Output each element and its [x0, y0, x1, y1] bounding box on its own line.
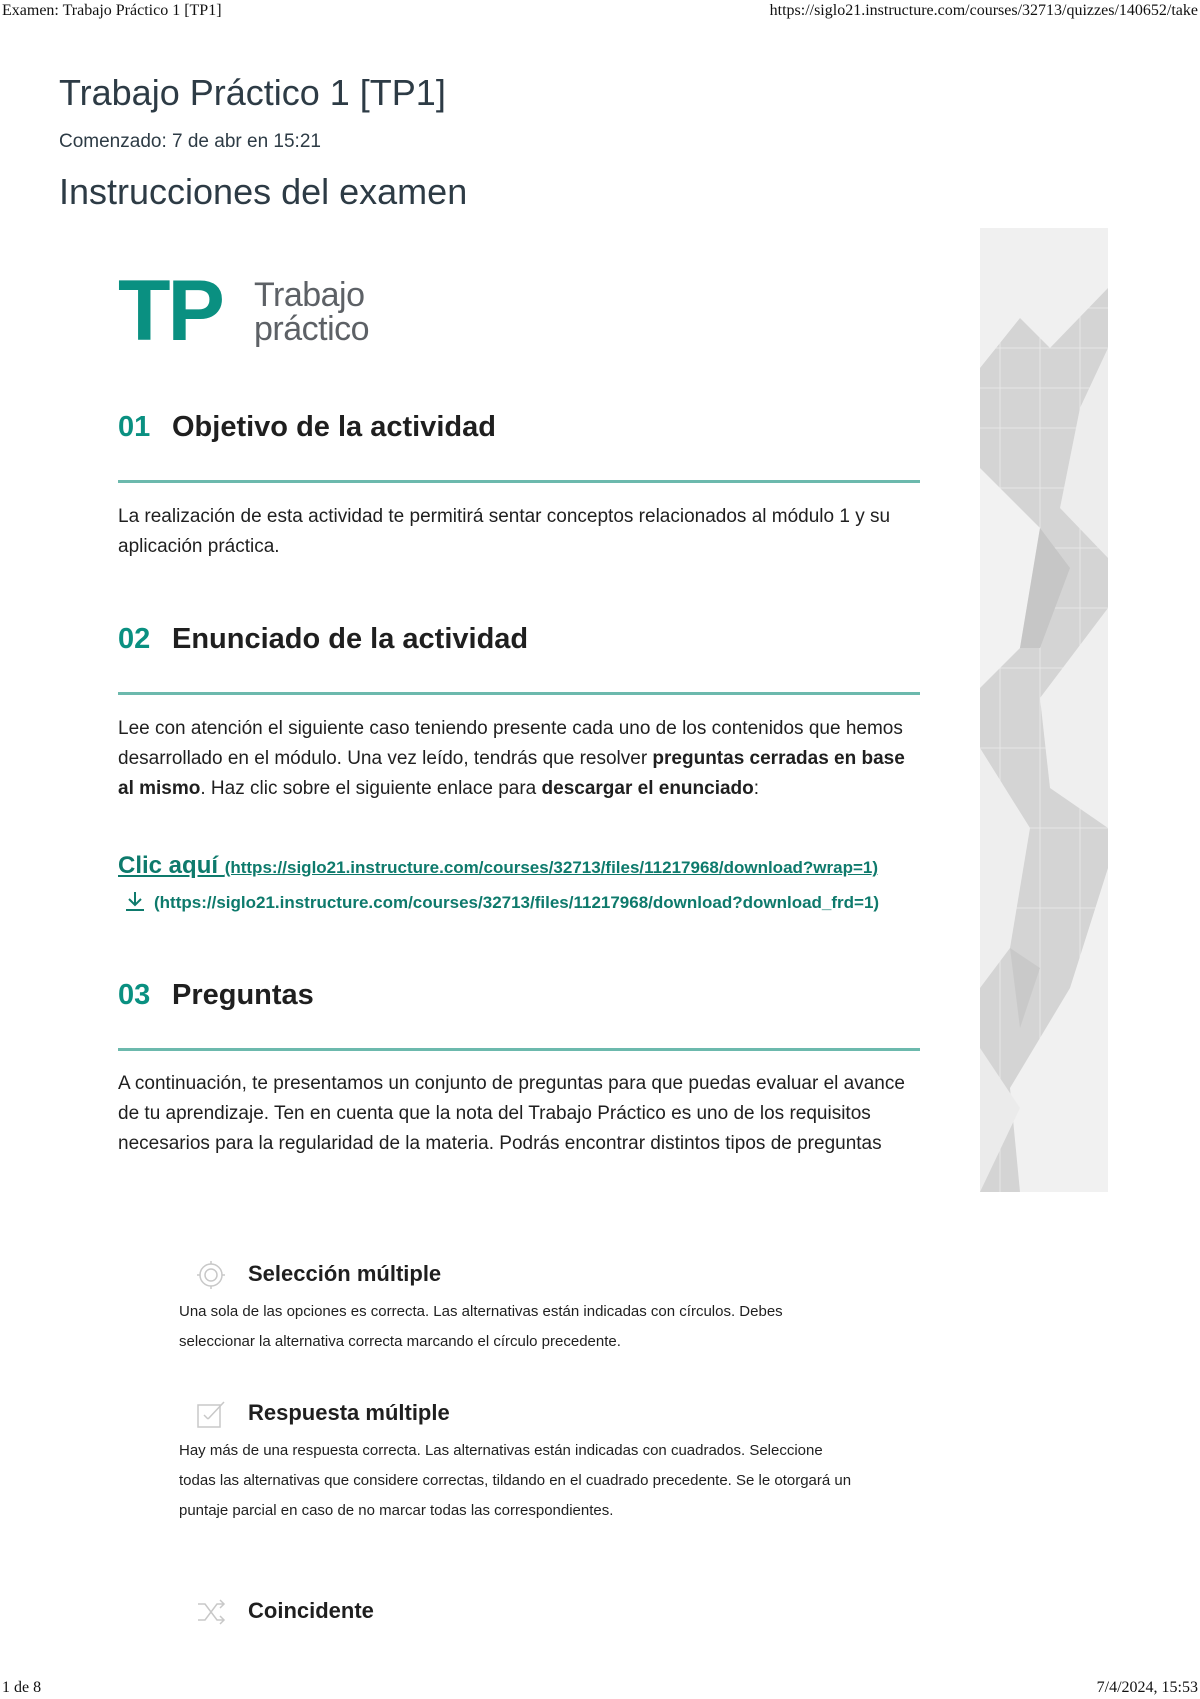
- logo-word-line1: Trabajo: [254, 276, 365, 314]
- section-heading-objetivo: [118, 408, 920, 483]
- download-link[interactable]: [118, 852, 958, 880]
- logo-word-line2: práctico: [254, 310, 370, 348]
- section-number: 02: [118, 623, 151, 655]
- section-title: Enunciado de la actividad: [172, 623, 529, 655]
- section-number: 03: [118, 979, 151, 1011]
- section-title: Preguntas: [172, 979, 314, 1011]
- section-heading-preguntas: [118, 976, 920, 1051]
- qtype-title-coincidente: Coincidente: [248, 1598, 374, 1623]
- enunciado-text-3: :: [753, 778, 760, 799]
- download-icon[interactable]: [124, 890, 146, 917]
- enunciado-text-1: Lee con atención el siguiente caso teniendo presente cada uno de los contenidos que hemos desarrollado en el módulo. Una vez leído, tendrás que resolver: [118, 718, 903, 769]
- print-header: [0, 0, 1200, 22]
- print-header-url: https://siglo21.instructure.com/courses/32713/quizzes/140652/take: [769, 2, 1198, 19]
- started-timestamp: Comenzado: 7 de abr en 15:21: [59, 131, 321, 152]
- radio-select-icon: [196, 1260, 226, 1290]
- preguntas-text: A continuación, te presentamos un conjunto de preguntas para que puedas evaluar el avance de tu aprendizaje. Ten en cuenta que la nota del Trabajo Práctico es uno de los requisitos necesarios para la regularidad de la materia. Podrás encontrar distintos tipos de preguntas: [118, 1073, 905, 1154]
- enunciado-bold-2: descargar el enunciado: [541, 778, 754, 799]
- logo-word: [254, 278, 369, 346]
- section-heading-enunciado: [118, 620, 920, 695]
- print-timestamp: 7/4/2024, 15:53: [1096, 1679, 1198, 1696]
- instructions-heading: Instrucciones del examen: [59, 171, 468, 212]
- enunciado-text-2: . Haz clic sobre el siguiente enlace para: [200, 778, 542, 799]
- qtype-title-respuesta: Respuesta múltiple: [248, 1400, 450, 1425]
- print-footer: [0, 1677, 1200, 1699]
- section-title: Objetivo de la actividad: [172, 411, 496, 443]
- checkbox-edit-icon: [196, 1399, 226, 1429]
- download-file-url[interactable]: (https://siglo21.instructure.com/courses/32713/files/11217968/download?download_frd=1): [154, 893, 880, 912]
- enunciado-bold-1: preguntas cerradas en base al mismo: [118, 748, 905, 799]
- page-counter: 1 de 8: [2, 1679, 42, 1696]
- tp-logo: [118, 263, 418, 359]
- enunciado-text: [118, 714, 918, 804]
- qtype-title-seleccion: Selección múltiple: [248, 1261, 442, 1286]
- download-link-url[interactable]: (https://siglo21.instructure.com/courses/32713/files/11217968/download?wrap=1): [224, 858, 879, 877]
- print-header-title: Examen: Trabajo Práctico 1 [TP1]: [2, 2, 222, 19]
- decorative-side-image: [980, 228, 1108, 1192]
- logo-letters: TP: [118, 263, 222, 359]
- clic-aqui-link[interactable]: Clic aquí: [118, 852, 225, 879]
- download-file-link[interactable]: [124, 890, 879, 917]
- page-title: Trabajo Práctico 1 [TP1]: [59, 72, 446, 113]
- section-number: 01: [118, 411, 151, 443]
- shuffle-match-icon: [196, 1597, 226, 1627]
- objetivo-text: La realización de esta actividad te permitirá sentar conceptos relacionados al módulo 1 y su aplicación práctica.: [118, 506, 891, 557]
- qtype-desc-seleccion: Una sola de las opciones es correcta. Las alternativas están indicadas con círculos. Debes seleccionar la alternativa correcta marcando el círculo precedente.: [179, 1303, 783, 1350]
- qtype-desc-respuesta: Hay más de una respuesta correcta. Las alternativas están indicadas con cuadrados. Seleccione todas las alternativas que considere correctas, tildando en el cuadrado precedente. Se le otorgará un puntaje parcial en caso de no marcar todas las correspondientes.: [179, 1442, 852, 1519]
